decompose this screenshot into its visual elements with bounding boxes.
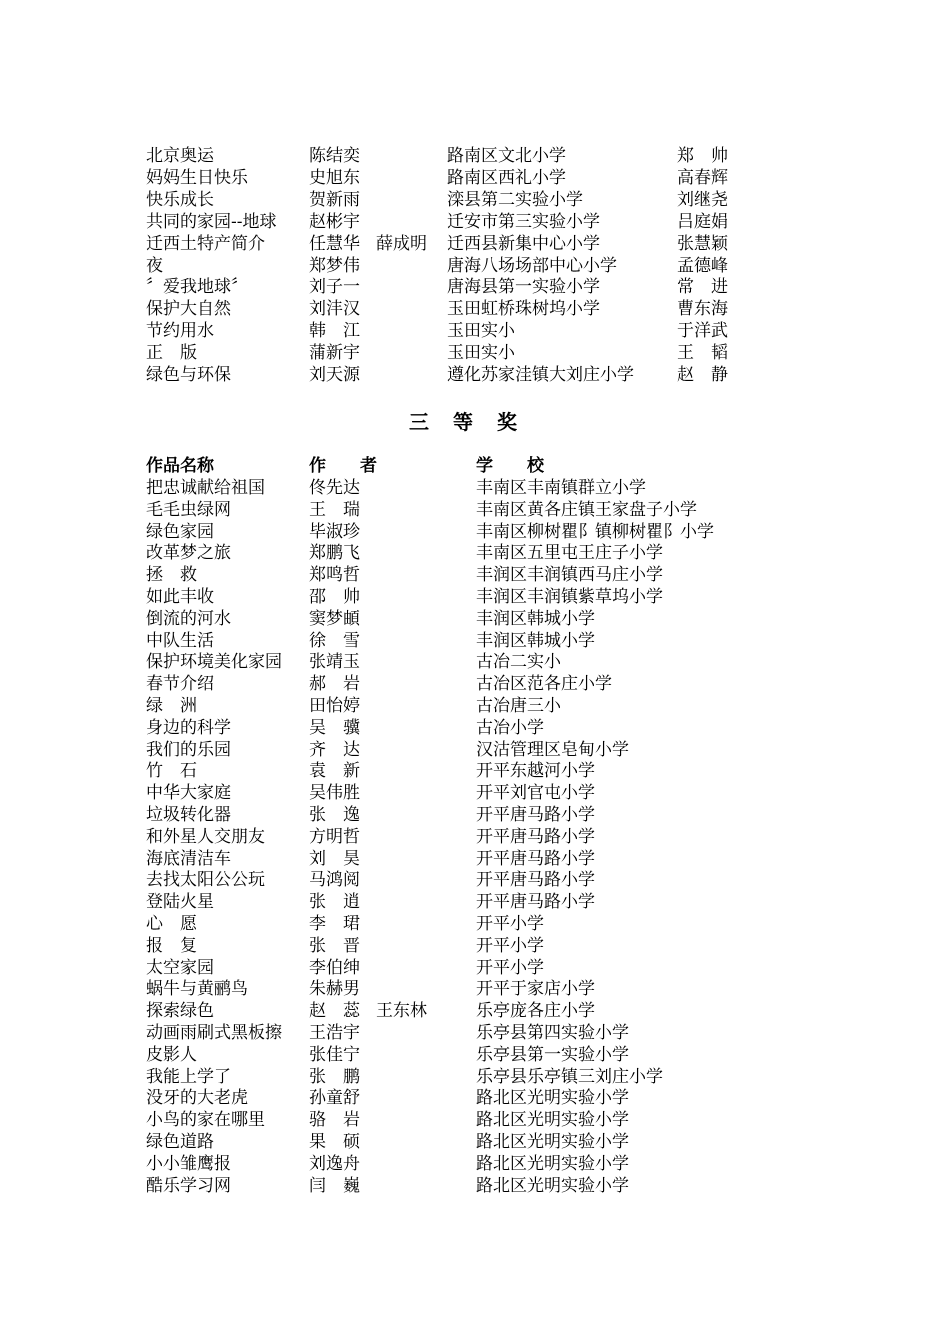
school-name: 开平唐马路小学 bbox=[476, 848, 595, 869]
list-item bbox=[0, 564, 950, 586]
school-name: 开平唐马路小学 bbox=[476, 826, 595, 847]
list-item bbox=[0, 298, 950, 320]
school-name: 古冶小学 bbox=[476, 717, 544, 738]
list-item bbox=[0, 760, 950, 782]
list-item bbox=[0, 891, 950, 913]
author-name: 张 晋 bbox=[309, 935, 360, 956]
list-item bbox=[0, 651, 950, 673]
list-item bbox=[0, 211, 950, 233]
school-name: 开平唐马路小学 bbox=[476, 892, 595, 913]
list-item bbox=[0, 342, 950, 364]
work-title: 登陆火星 bbox=[146, 892, 214, 913]
school-name: 古冶区范各庄小学 bbox=[476, 674, 612, 695]
teacher-name: 吕庭娟 bbox=[677, 211, 728, 232]
work-title: 保护大自然 bbox=[146, 299, 231, 320]
school-name: 路北区光明实验小学 bbox=[476, 1132, 629, 1152]
author-name: 陈结奕 bbox=[309, 146, 360, 166]
work-title: 绿色与环保 bbox=[146, 365, 231, 385]
list-item bbox=[0, 1131, 950, 1153]
school-name: 古冶二实小 bbox=[476, 652, 561, 673]
work-title: 小小雏鹰报 bbox=[146, 1153, 231, 1174]
school-name: 古冶唐三小 bbox=[476, 696, 561, 716]
author-name: 张 逸 bbox=[309, 805, 360, 825]
list-item bbox=[0, 1066, 950, 1088]
author-column-header: 作 者 bbox=[309, 456, 377, 476]
work-title: 太空家园 bbox=[146, 957, 214, 978]
school-name: 迁安市第三实验小学 bbox=[447, 211, 600, 232]
author-name: 张佳宁 bbox=[309, 1044, 360, 1065]
teacher-name: 高春辉 bbox=[677, 167, 728, 188]
author-name: 贺新雨 bbox=[309, 189, 360, 210]
work-title: 竹 石 bbox=[146, 761, 197, 782]
school-name: 唐海县第一实验小学 bbox=[447, 277, 600, 298]
author-name: 史旭东 bbox=[309, 167, 360, 188]
work-title: 把忠诚献给祖国 bbox=[146, 478, 265, 498]
third-prize-header-row bbox=[0, 455, 950, 477]
work-title: 迁西土特产简介 bbox=[146, 233, 265, 254]
author-name: 张 逍 bbox=[309, 892, 360, 913]
teacher-name: 曹东海 bbox=[677, 299, 728, 320]
school-name: 路北区光明实验小学 bbox=[476, 1153, 629, 1174]
work-title: 快乐成长 bbox=[146, 189, 214, 210]
work-title: 去找太阳公公玩 bbox=[146, 870, 265, 891]
school-name: 丰南区五里屯王庄子小学 bbox=[476, 543, 663, 564]
work-title: 皮影人 bbox=[146, 1044, 197, 1065]
list-item bbox=[0, 978, 950, 1000]
school-name: 开平于家店小学 bbox=[476, 979, 595, 1000]
list-item bbox=[0, 957, 950, 979]
school-name: 迁西县新集中心小学 bbox=[447, 233, 600, 254]
work-title: 〞爱我地球〞 bbox=[146, 277, 248, 298]
list-item bbox=[0, 320, 950, 342]
author-name: 张靖玉 bbox=[309, 652, 360, 673]
teacher-name: 郑 帅 bbox=[677, 146, 728, 166]
list-item bbox=[0, 935, 950, 957]
list-item bbox=[0, 782, 950, 804]
list-item bbox=[0, 826, 950, 848]
list-item bbox=[0, 189, 950, 211]
list-item bbox=[0, 695, 950, 717]
list-item bbox=[0, 276, 950, 298]
list-item bbox=[0, 233, 950, 255]
author-name: 朱赫男 bbox=[309, 979, 360, 1000]
author-name: 孙童舒 bbox=[309, 1088, 360, 1109]
work-title: 身边的科学 bbox=[146, 717, 231, 738]
school-name: 开平唐马路小学 bbox=[476, 870, 595, 891]
work-title: 我们的乐园 bbox=[146, 739, 231, 760]
work-title: 酷乐学习网 bbox=[146, 1175, 231, 1196]
author-name: 郑鹏飞 bbox=[309, 543, 360, 564]
work-title: 绿 洲 bbox=[146, 696, 197, 716]
school-name: 路南区文北小学 bbox=[447, 146, 566, 166]
author-name: 果 硕 bbox=[309, 1132, 360, 1152]
author-name: 吴 骥 bbox=[309, 717, 360, 738]
school-name: 乐亭县第一实验小学 bbox=[476, 1044, 629, 1065]
school-name: 玉田实小 bbox=[447, 321, 515, 342]
work-title: 海底清洁车 bbox=[146, 848, 231, 869]
work-title: 中华大家庭 bbox=[146, 783, 231, 804]
author-name: 方明哲 bbox=[309, 826, 360, 847]
teacher-name: 张慧颖 bbox=[677, 233, 728, 254]
work-title: 如此丰收 bbox=[146, 587, 214, 607]
list-item bbox=[0, 869, 950, 891]
teacher-name: 常 进 bbox=[677, 277, 728, 298]
list-item bbox=[0, 1022, 950, 1044]
school-name: 开平小学 bbox=[476, 935, 544, 956]
school-name: 丰润区丰润镇紫草坞小学 bbox=[476, 587, 663, 607]
work-title: 妈妈生日快乐 bbox=[146, 167, 248, 188]
author-name: 闫 巍 bbox=[309, 1175, 360, 1196]
author-name: 袁 新 bbox=[309, 761, 360, 782]
author-name: 吴伟胜 bbox=[309, 783, 360, 804]
author-name: 邵 帅 bbox=[309, 587, 360, 607]
author-name: 徐 雪 bbox=[309, 630, 360, 651]
work-title: 和外星人交朋友 bbox=[146, 826, 265, 847]
coauthor-name: 王东林 bbox=[376, 1001, 427, 1022]
list-item bbox=[0, 499, 950, 521]
list-item bbox=[0, 848, 950, 870]
list-item bbox=[0, 167, 950, 189]
work-title: 绿色家园 bbox=[146, 521, 214, 542]
list-item bbox=[0, 586, 950, 608]
author-name: 李伯绅 bbox=[309, 957, 360, 978]
teacher-name: 王 韬 bbox=[677, 343, 728, 364]
work-title: 正 版 bbox=[146, 343, 197, 364]
work-title: 夜 bbox=[146, 255, 163, 276]
school-name: 滦县第二实验小学 bbox=[447, 189, 583, 210]
school-name: 开平东越河小学 bbox=[476, 761, 595, 782]
work-title: 保护环境美化家园 bbox=[146, 652, 282, 673]
school-name: 丰南区丰南镇群立小学 bbox=[476, 478, 646, 498]
school-name: 遵化苏家洼镇大刘庄小学 bbox=[447, 365, 634, 385]
author-name: 刘逸舟 bbox=[309, 1153, 360, 1174]
work-title: 共同的家园--地球 bbox=[146, 211, 277, 232]
work-title: 改革梦之旅 bbox=[146, 543, 231, 564]
work-title: 我能上学了 bbox=[146, 1066, 231, 1087]
teacher-name: 于洋武 bbox=[677, 321, 728, 342]
author-name: 窦梦頔 bbox=[309, 608, 360, 629]
school-name: 乐亭庞各庄小学 bbox=[476, 1001, 595, 1022]
author-name: 马鸿阅 bbox=[309, 870, 360, 891]
author-name: 毕淑珍 bbox=[309, 521, 360, 542]
list-item bbox=[0, 804, 950, 826]
list-item bbox=[0, 255, 950, 277]
work-title: 毛毛虫绿网 bbox=[146, 499, 231, 520]
author-name: 郑梦伟 bbox=[309, 255, 360, 276]
school-name: 丰南区柳树瞿阝镇柳树瞿阝小学 bbox=[476, 521, 714, 542]
work-title: 拯 救 bbox=[146, 565, 197, 586]
list-item bbox=[0, 477, 950, 499]
list-item bbox=[0, 1000, 950, 1022]
list-item bbox=[0, 1087, 950, 1109]
teacher-name: 赵 静 bbox=[677, 365, 728, 385]
list-item bbox=[0, 1153, 950, 1175]
list-item bbox=[0, 1175, 950, 1197]
author-name: 佟先达 bbox=[309, 478, 360, 498]
list-item bbox=[0, 739, 950, 761]
list-item bbox=[0, 1044, 950, 1066]
school-name: 汉沽管理区皂甸小学 bbox=[476, 739, 629, 760]
school-name: 开平小学 bbox=[476, 957, 544, 978]
author-name: 蒲新宇 bbox=[309, 343, 360, 364]
list-item bbox=[0, 521, 950, 543]
coauthor-name: 薛成明 bbox=[376, 233, 427, 254]
work-title: 垃圾转化器 bbox=[146, 805, 231, 825]
school-name: 丰润区韩城小学 bbox=[476, 630, 595, 651]
author-name: 郑鸣哲 bbox=[309, 565, 360, 586]
list-item bbox=[0, 913, 950, 935]
author-name: 赵彬宇 bbox=[309, 211, 360, 232]
work-title: 绿色道路 bbox=[146, 1132, 214, 1152]
author-name: 王 瑞 bbox=[309, 499, 360, 520]
school-name: 路南区西礼小学 bbox=[447, 167, 566, 188]
author-name: 田怡婷 bbox=[309, 696, 360, 716]
work-title: 探索绿色 bbox=[146, 1001, 214, 1022]
teacher-name: 孟德峰 bbox=[677, 255, 728, 276]
school-name: 唐海八场场部中心小学 bbox=[447, 255, 617, 276]
work-title: 倒流的河水 bbox=[146, 608, 231, 629]
school-name: 开平唐马路小学 bbox=[476, 805, 595, 825]
work-title: 节约用水 bbox=[146, 321, 214, 342]
author-name: 李 珺 bbox=[309, 914, 360, 934]
work-title: 报 复 bbox=[146, 935, 197, 956]
author-name: 骆 岩 bbox=[309, 1110, 360, 1131]
work-title: 没牙的大老虎 bbox=[146, 1088, 248, 1109]
list-item bbox=[0, 630, 950, 652]
school-name: 开平小学 bbox=[476, 914, 544, 934]
school-name: 丰南区黄各庄镇王家盘子小学 bbox=[476, 499, 697, 520]
school-name: 乐亭县第四实验小学 bbox=[476, 1023, 629, 1043]
school-name: 路北区光明实验小学 bbox=[476, 1175, 629, 1196]
school-name: 开平刘官屯小学 bbox=[476, 783, 595, 804]
list-item bbox=[0, 542, 950, 564]
author-name: 刘沣汉 bbox=[309, 299, 360, 320]
list-item bbox=[0, 1109, 950, 1131]
author-name: 郝 岩 bbox=[309, 674, 360, 695]
school-name: 玉田虹桥珠树坞小学 bbox=[447, 299, 600, 320]
work-title: 蜗牛与黄鹂鸟 bbox=[146, 979, 248, 1000]
school-name: 玉田实小 bbox=[447, 343, 515, 364]
list-item bbox=[0, 608, 950, 630]
school-name: 丰润区丰润镇西马庄小学 bbox=[476, 565, 663, 586]
work-title: 中队生活 bbox=[146, 630, 214, 651]
author-name: 张 鹏 bbox=[309, 1066, 360, 1087]
work-title: 动画雨刷式黑板擦 bbox=[146, 1023, 282, 1043]
school-name: 丰润区韩城小学 bbox=[476, 608, 595, 629]
school-name: 路北区光明实验小学 bbox=[476, 1088, 629, 1109]
teacher-name: 刘继尧 bbox=[677, 189, 728, 210]
list-item bbox=[0, 364, 950, 386]
author-name: 齐 达 bbox=[309, 739, 360, 760]
author-name: 刘子一 bbox=[309, 277, 360, 298]
work-title: 春节介绍 bbox=[146, 674, 214, 695]
work-title: 北京奥运 bbox=[146, 146, 214, 166]
author-name: 刘天源 bbox=[309, 365, 360, 385]
work-title: 小鸟的家在哪里 bbox=[146, 1110, 265, 1131]
list-item bbox=[0, 145, 950, 167]
title-column-header: 作品名称 bbox=[146, 456, 214, 476]
author-name: 韩 江 bbox=[309, 321, 360, 342]
work-title: 心 愿 bbox=[146, 914, 197, 934]
author-name: 赵 蕊 bbox=[309, 1001, 360, 1022]
school-name: 路北区光明实验小学 bbox=[476, 1110, 629, 1131]
author-name: 刘 昊 bbox=[309, 848, 360, 869]
school-name: 乐亭县乐亭镇三刘庄小学 bbox=[476, 1066, 663, 1087]
list-item bbox=[0, 673, 950, 695]
author-name: 王浩宇 bbox=[309, 1023, 360, 1043]
school-column-header: 学 校 bbox=[476, 456, 544, 476]
list-item bbox=[0, 717, 950, 739]
author-name: 任慧华 bbox=[309, 233, 360, 254]
third-prize-heading: 三等奖 bbox=[409, 410, 541, 434]
